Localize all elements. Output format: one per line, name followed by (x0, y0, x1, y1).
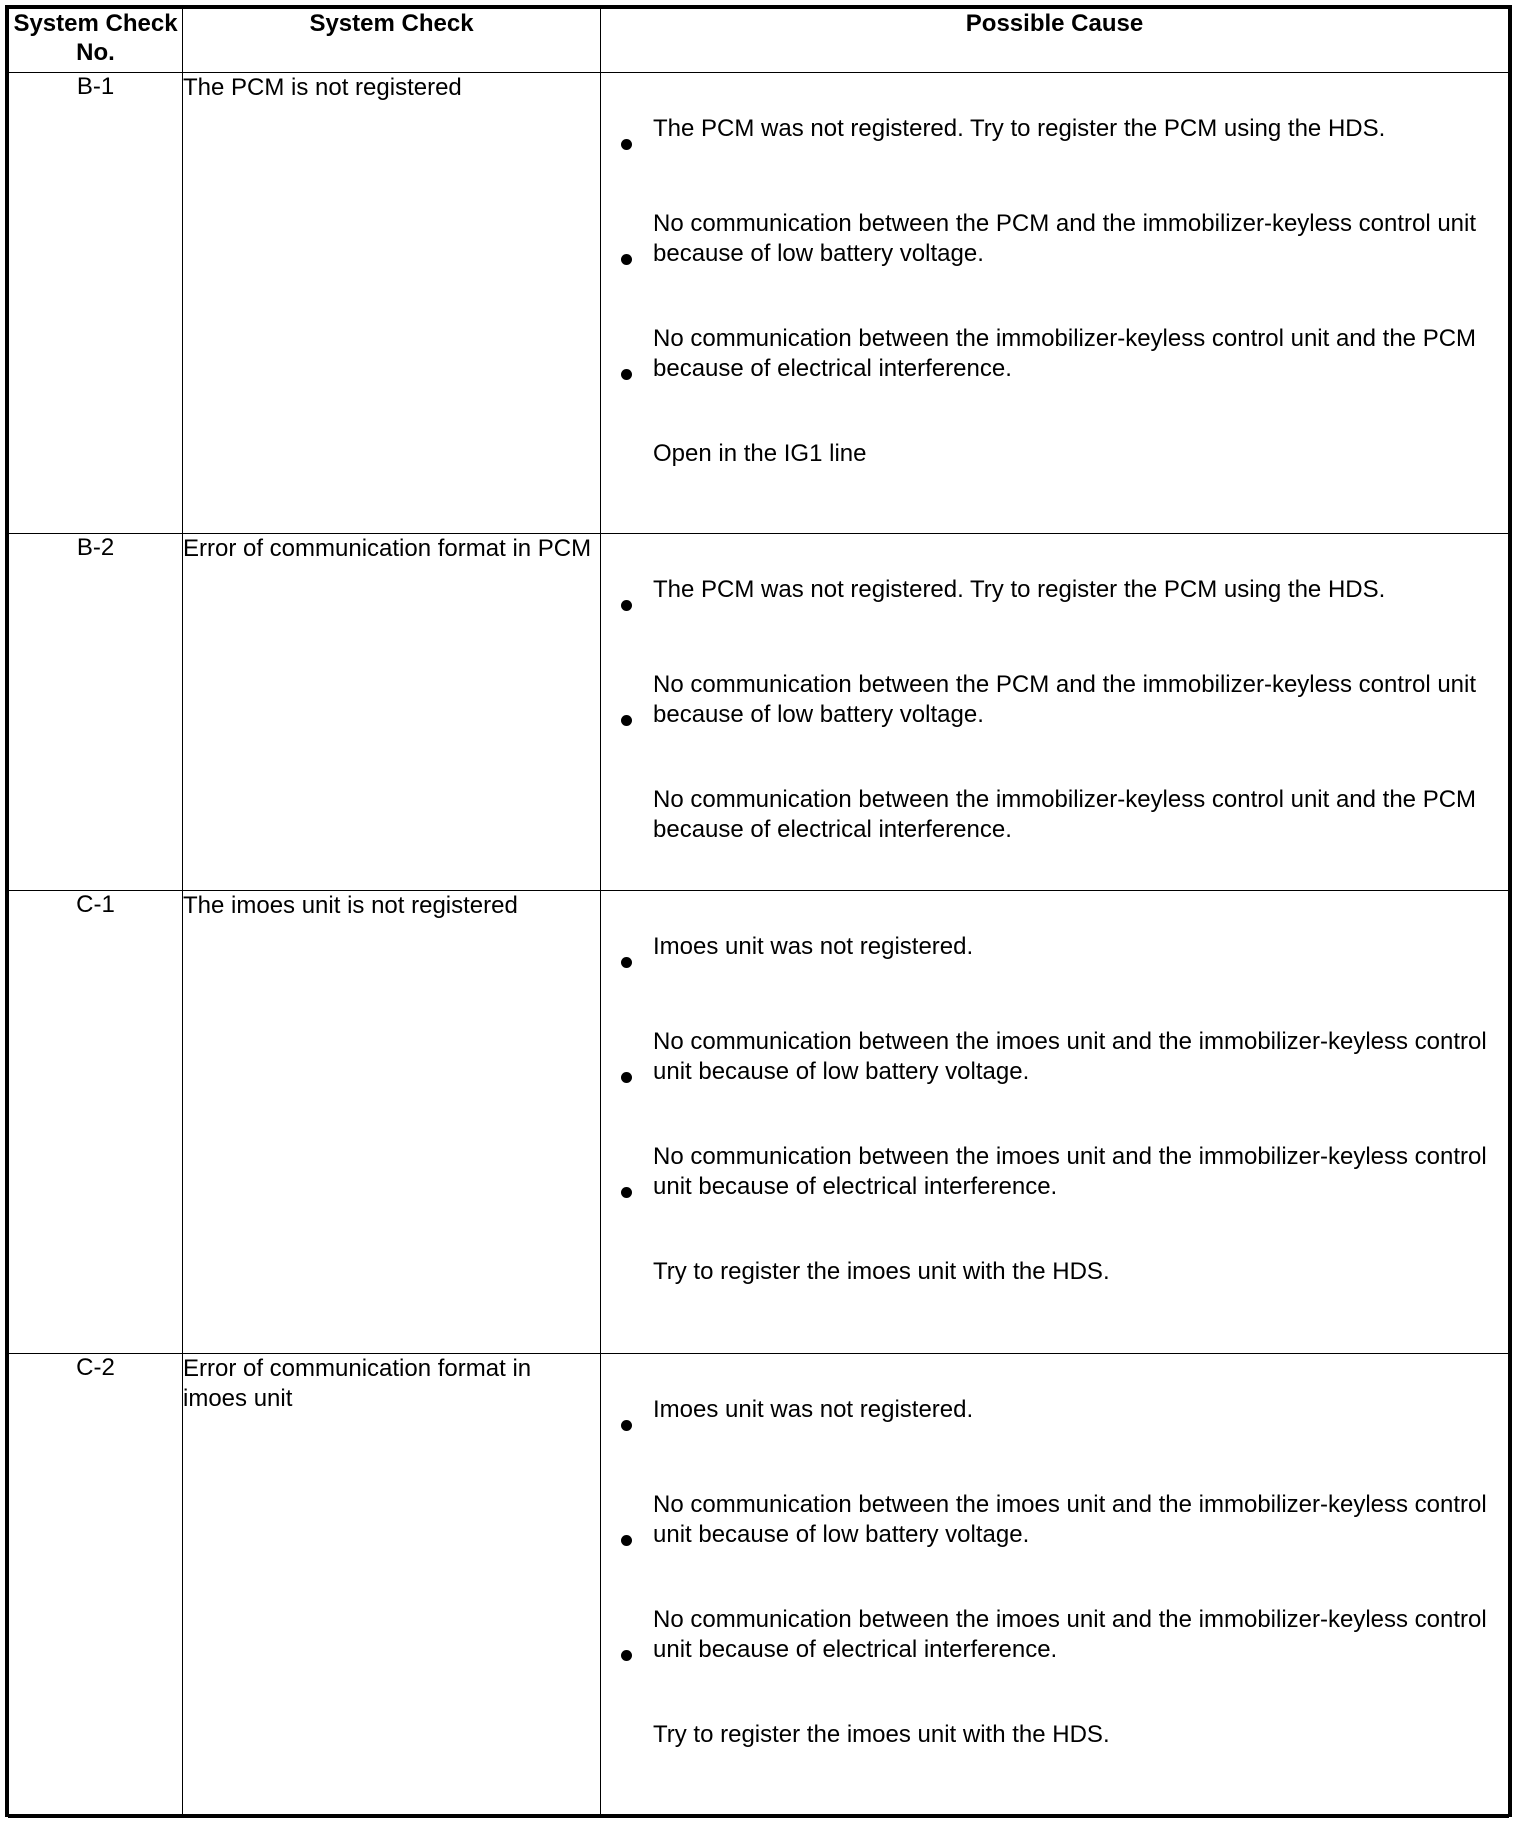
possible-cause-cell (601, 1354, 1509, 1818)
table-row (9, 1354, 1509, 1818)
cause-text: No communication between the immobilizer-keyless control unit and the PCM because of electrical interference. (653, 786, 1477, 843)
bullet-icon (621, 1420, 632, 1431)
list-item (601, 1216, 1508, 1287)
list-item (601, 398, 1508, 469)
bullet-icon (621, 957, 632, 968)
table-row (9, 73, 1509, 534)
cause-text: No communication between the immobilizer-keyless control unit and the PCM because of electrical interference. (653, 325, 1477, 382)
list-item (601, 1679, 1508, 1750)
table-row (9, 534, 1509, 891)
system-check-number: C-1 (9, 891, 183, 1354)
system-check-number: B-2 (9, 534, 183, 891)
diagnostic-table-sheet (5, 5, 1512, 1817)
cause-text: The PCM was not registered. Try to register the PCM using the HDS. (653, 115, 1386, 142)
possible-cause-cell (601, 891, 1509, 1354)
list-item (601, 1564, 1508, 1665)
list-item (601, 1101, 1508, 1202)
bullet-icon (621, 1072, 632, 1083)
possible-cause-list (601, 534, 1508, 845)
cause-text: Try to register the imoes unit with the HDS. (653, 1258, 1110, 1285)
cause-text: Imoes unit was not registered. (653, 1396, 974, 1423)
bullet-icon (621, 600, 632, 611)
bullet-icon (621, 1535, 632, 1546)
bullet-icon (621, 1650, 632, 1661)
cause-text: No communication between the imoes unit and the immobilizer-keyless control unit because of low battery voltage. (653, 1028, 1487, 1085)
system-check-number: C-2 (9, 1354, 183, 1818)
cause-text: No communication between the PCM and the immobilizer-keyless control unit because of low battery voltage. (653, 210, 1477, 267)
possible-cause-cell (601, 534, 1509, 891)
list-item (601, 73, 1508, 144)
cause-text: Imoes unit was not registered. (653, 933, 974, 960)
possible-cause-list (601, 891, 1508, 1287)
table-row (9, 891, 1509, 1354)
cause-text: No communication between the imoes unit and the immobilizer-keyless control unit because of low battery voltage. (653, 1491, 1487, 1548)
possible-cause-list (601, 73, 1508, 469)
list-item (601, 891, 1508, 962)
bullet-icon (621, 254, 632, 265)
list-item (601, 534, 1508, 605)
cause-text: No communication between the PCM and the immobilizer-keyless control unit because of low battery voltage. (653, 671, 1477, 728)
system-check-description: Error of communication format in imoes unit (183, 1354, 601, 1818)
header-possible-cause: Possible Cause (601, 9, 1509, 73)
possible-cause-list (601, 1354, 1508, 1750)
list-item (601, 283, 1508, 384)
cause-text: No communication between the imoes unit and the immobilizer-keyless control unit because of electrical interference. (653, 1606, 1487, 1663)
system-check-number: B-1 (9, 73, 183, 534)
list-item (601, 986, 1508, 1087)
list-item (601, 168, 1508, 269)
system-check-description: The imoes unit is not registered (183, 891, 601, 1354)
header-row (9, 9, 1509, 73)
list-item (601, 1449, 1508, 1550)
header-system-check-no: System Check No. (9, 9, 183, 73)
bullet-icon (621, 1187, 632, 1198)
list-item (601, 1354, 1508, 1425)
cause-text: The PCM was not registered. Try to register the PCM using the HDS. (653, 576, 1386, 603)
list-item (601, 629, 1508, 730)
cause-text: Try to register the imoes unit with the HDS. (653, 1721, 1110, 1748)
bullet-icon (621, 139, 632, 150)
cause-text: No communication between the imoes unit and the immobilizer-keyless control unit because of electrical interference. (653, 1143, 1487, 1200)
bullet-icon (621, 369, 632, 380)
possible-cause-cell (601, 73, 1509, 534)
cause-text: Open in the IG1 line (653, 440, 867, 467)
diagnostic-table (8, 8, 1509, 1818)
system-check-description: The PCM is not registered (183, 73, 601, 534)
header-system-check: System Check (183, 9, 601, 73)
system-check-description: Error of communication format in PCM (183, 534, 601, 891)
list-item (601, 744, 1508, 845)
bullet-icon (621, 715, 632, 726)
